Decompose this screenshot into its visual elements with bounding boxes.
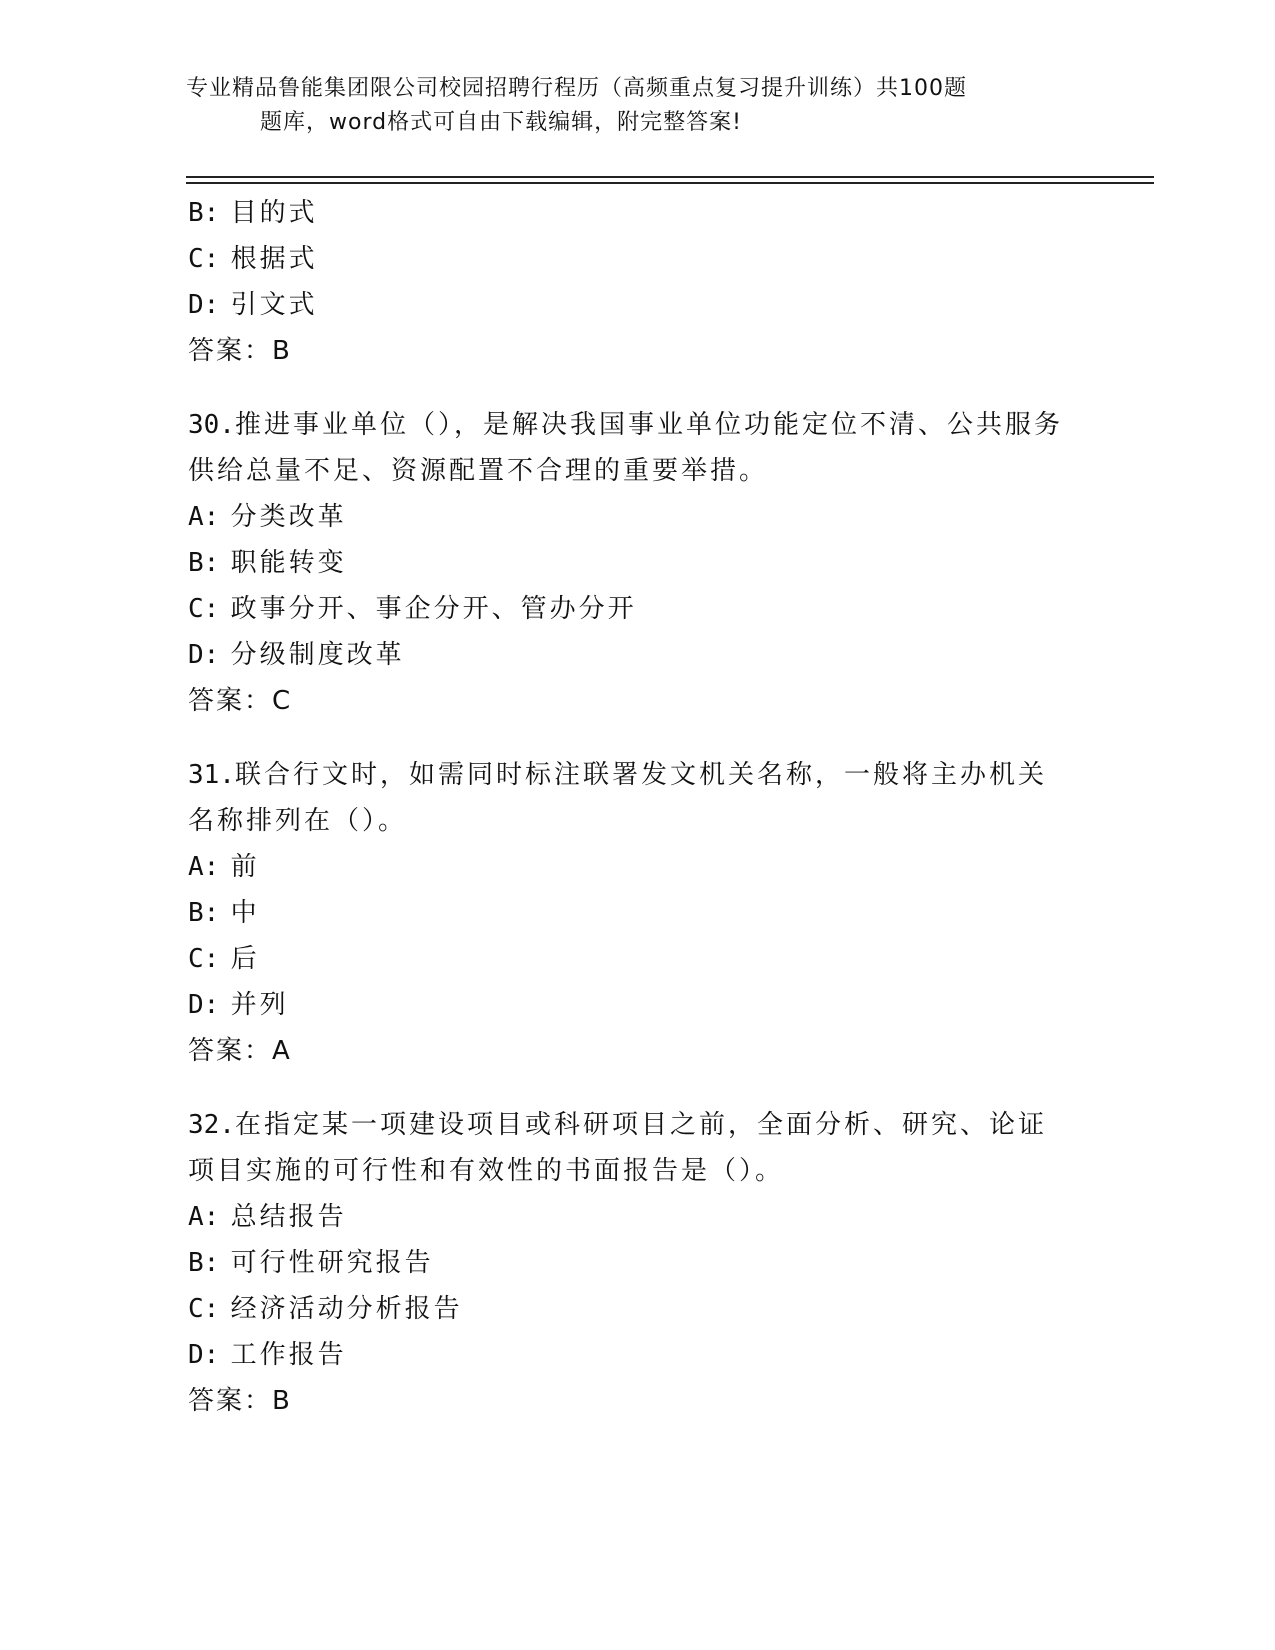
question-30 [188, 402, 1088, 724]
option-text: 引文式 [230, 290, 318, 320]
option-key: A: [188, 502, 220, 532]
option-a [188, 1194, 1088, 1240]
option-text: 经济活动分析报告 [230, 1294, 463, 1324]
option-key: B: [188, 898, 220, 928]
question-stem [188, 752, 1068, 844]
option-key: B: [188, 1248, 220, 1278]
question-number: 30. [188, 410, 235, 440]
option-text: 后 [230, 944, 260, 974]
question-text: 在指定某一项建设项目或科研项目之前，全面分析、研究、论证项目实施的可行性和有效性的书面报告是（）。 [188, 1110, 1047, 1186]
answer-line: 答案：C [188, 686, 293, 716]
question-32 [188, 1102, 1088, 1424]
document-header [186, 72, 1086, 140]
option-text: 工作报告 [230, 1340, 347, 1370]
option-a [188, 844, 1088, 890]
option-key: D: [188, 640, 220, 670]
question-31 [188, 752, 1088, 1074]
option-d [188, 282, 1088, 328]
option-b [188, 190, 1088, 236]
question-stem [188, 1102, 1068, 1194]
option-b [188, 540, 1088, 586]
option-text: 职能转变 [230, 548, 347, 578]
option-key: C: [188, 244, 220, 274]
question-number: 32. [188, 1110, 235, 1140]
answer-line: 答案：B [188, 1386, 292, 1416]
answer-line: 答案：B [188, 336, 292, 366]
option-c [188, 236, 1088, 282]
question-number: 31. [188, 760, 235, 790]
option-key: D: [188, 990, 220, 1020]
option-d [188, 632, 1088, 678]
option-b [188, 1240, 1088, 1286]
option-c [188, 586, 1088, 632]
option-text: 政事分开、事企分开、管办分开 [230, 594, 637, 624]
option-key: C: [188, 944, 220, 974]
option-key: C: [188, 1294, 220, 1324]
header-title-line1: 专业精品鲁能集团限公司校园招聘行程历（高频重点复习提升训练）共100题 [186, 76, 967, 101]
option-key: A: [188, 1202, 220, 1232]
option-key: B: [188, 548, 220, 578]
header-rule-top [186, 176, 1154, 178]
option-text: 并列 [230, 990, 289, 1020]
option-key: A: [188, 852, 220, 882]
option-text: 分类改革 [230, 502, 347, 532]
question-text: 推进事业单位（），是解决我国事业单位功能定位不清、公共服务供给总量不足、资源配置不合理的重要举措。 [188, 410, 1063, 486]
answer-line: 答案：A [188, 1036, 292, 1066]
option-text: 中 [230, 898, 260, 928]
question-29-continued [188, 190, 1088, 374]
option-b [188, 890, 1088, 936]
option-key: D: [188, 1340, 220, 1370]
option-text: 分级制度改革 [230, 640, 405, 670]
question-stem [188, 402, 1068, 494]
option-c [188, 936, 1088, 982]
option-d [188, 1332, 1088, 1378]
option-key: D: [188, 290, 220, 320]
option-text: 总结报告 [230, 1202, 347, 1232]
option-d [188, 982, 1088, 1028]
option-key: C: [188, 594, 220, 624]
option-text: 前 [230, 852, 260, 882]
option-text: 可行性研究报告 [230, 1248, 434, 1278]
question-text: 联合行文时，如需同时标注联署发文机关名称，一般将主办机关名称排列在（）。 [188, 760, 1047, 836]
header-title-line2: 题库，word格式可自由下载编辑，附完整答案! [260, 110, 742, 135]
option-text: 目的式 [230, 198, 318, 228]
question-list [188, 190, 1088, 1424]
option-c [188, 1286, 1088, 1332]
option-key: B: [188, 198, 220, 228]
option-a [188, 494, 1088, 540]
option-text: 根据式 [230, 244, 318, 274]
header-rule-bottom [186, 182, 1154, 184]
